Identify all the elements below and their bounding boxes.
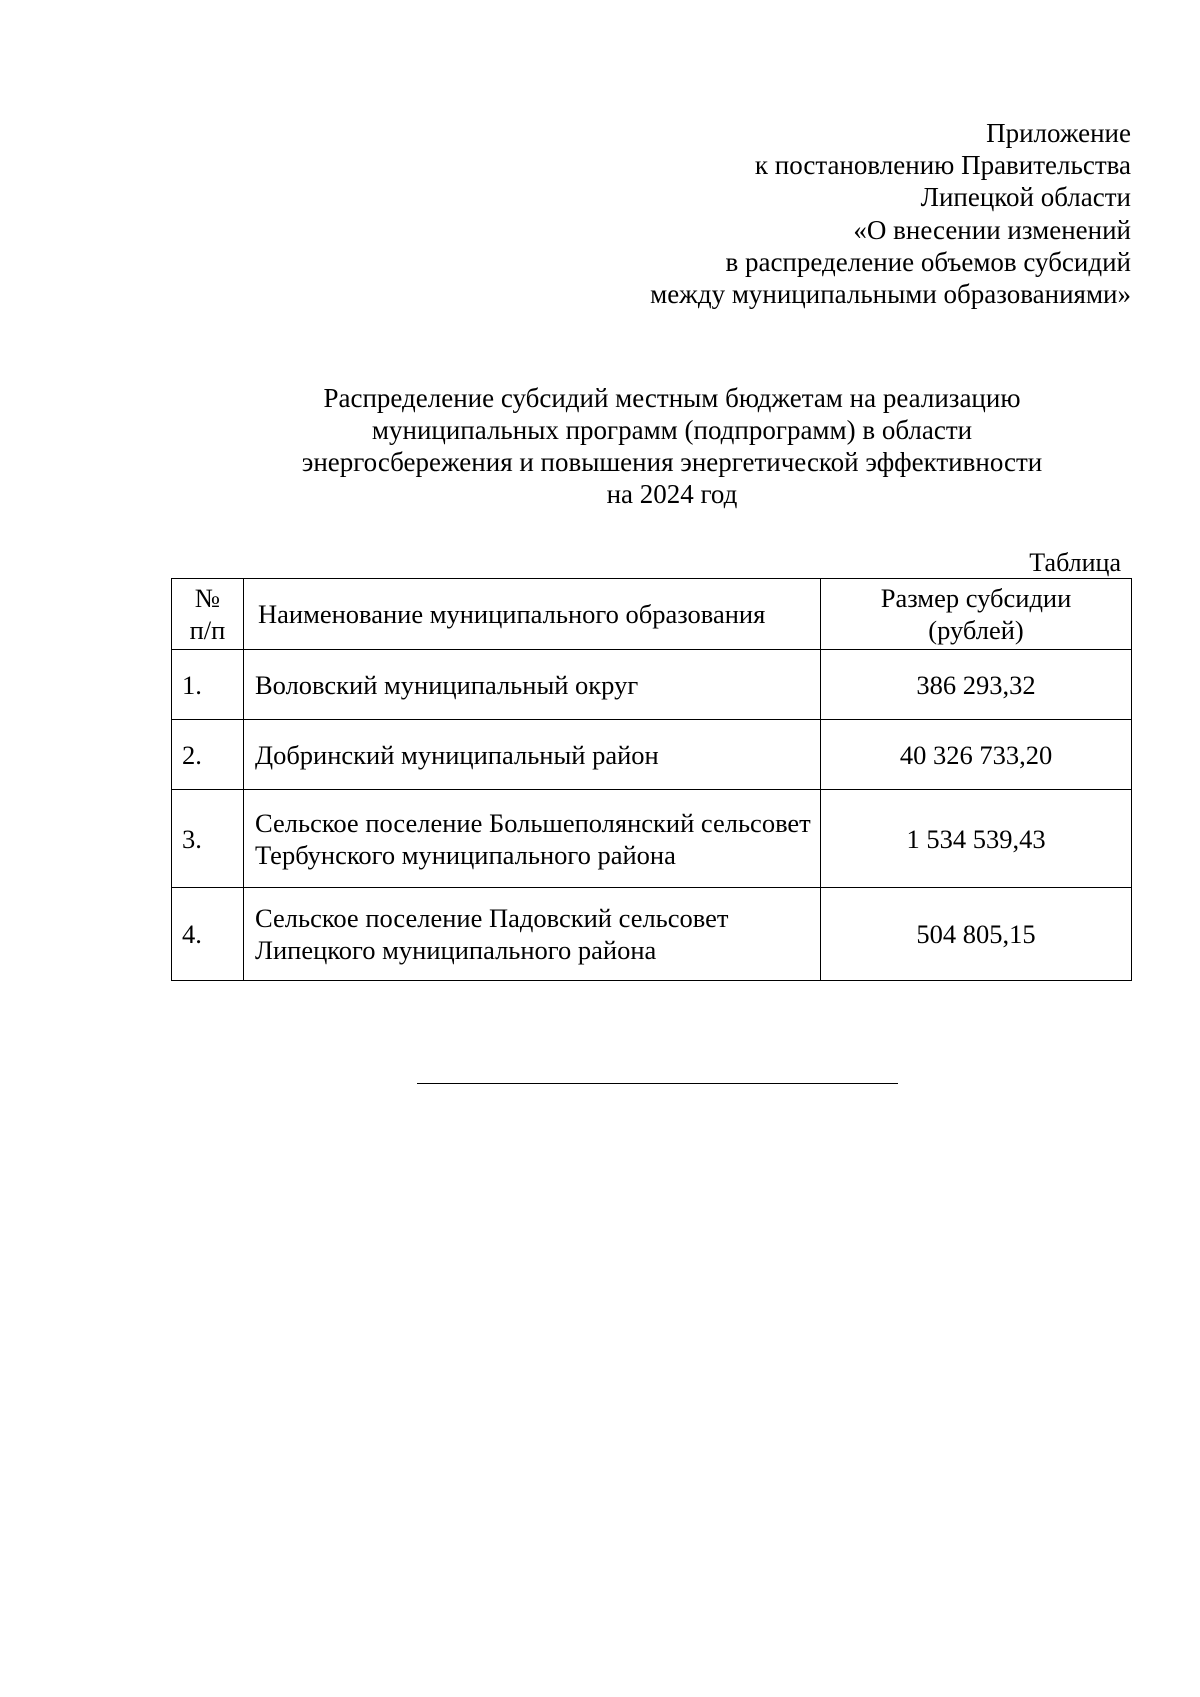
closing-divider-line bbox=[417, 1083, 898, 1084]
row-number: 4. bbox=[172, 888, 244, 981]
header-amount-unit: (рублей) bbox=[928, 615, 1024, 645]
row-subsidy-amount: 504 805,15 bbox=[821, 888, 1132, 981]
row-subsidy-amount: 1 534 539,43 bbox=[821, 790, 1132, 888]
subsidy-table bbox=[171, 578, 1132, 981]
row-number: 3. bbox=[172, 790, 244, 888]
table-row bbox=[172, 888, 1132, 981]
header-amount-label: Размер субсидии bbox=[880, 583, 1072, 613]
title-line: Распределение субсидий местным бюджетам на реализацию bbox=[323, 383, 1021, 413]
header-number-sign: № bbox=[194, 583, 221, 613]
appendix-header bbox=[560, 117, 1131, 310]
header-subsidy-amount bbox=[821, 579, 1132, 650]
row-municipality-name: Воловский муниципальный округ bbox=[244, 650, 821, 720]
row-number: 1. bbox=[172, 650, 244, 720]
table-row bbox=[172, 790, 1132, 888]
header-municipality-name: Наименование муниципального образования bbox=[244, 579, 821, 650]
table-row bbox=[172, 650, 1132, 720]
appendix-line: к постановлению Правительства bbox=[754, 150, 1131, 181]
row-municipality-name: Добринский муниципальный район bbox=[244, 720, 821, 790]
row-municipality-name: Сельское поселение Падовский сельсовет Липецкого муниципального района bbox=[244, 888, 821, 981]
table-header-row bbox=[172, 579, 1132, 650]
document-title bbox=[172, 382, 1172, 510]
title-line: энергосбережения и повышения энергетической эффективности bbox=[301, 447, 1043, 477]
table-caption: Таблица bbox=[1029, 548, 1121, 577]
appendix-line: между муниципальными образованиями» bbox=[650, 279, 1131, 310]
appendix-line: в распределение объемов субсидий bbox=[725, 246, 1131, 277]
row-subsidy-amount: 386 293,32 bbox=[821, 650, 1132, 720]
table-row bbox=[172, 720, 1132, 790]
appendix-line: «О внесении изменений bbox=[853, 214, 1131, 245]
appendix-line: Липецкой области bbox=[920, 182, 1131, 213]
appendix-line: Приложение bbox=[986, 118, 1131, 148]
row-number: 2. bbox=[172, 720, 244, 790]
row-subsidy-amount: 40 326 733,20 bbox=[821, 720, 1132, 790]
header-number bbox=[172, 579, 244, 650]
title-line: муниципальных программ (подпрограмм) в области bbox=[371, 415, 973, 445]
title-line: на 2024 год bbox=[606, 479, 738, 509]
header-number-pp: п/п bbox=[189, 615, 226, 645]
row-municipality-name: Сельское поселение Большеполянский сельсовет Тербунского муниципального района bbox=[244, 790, 821, 888]
